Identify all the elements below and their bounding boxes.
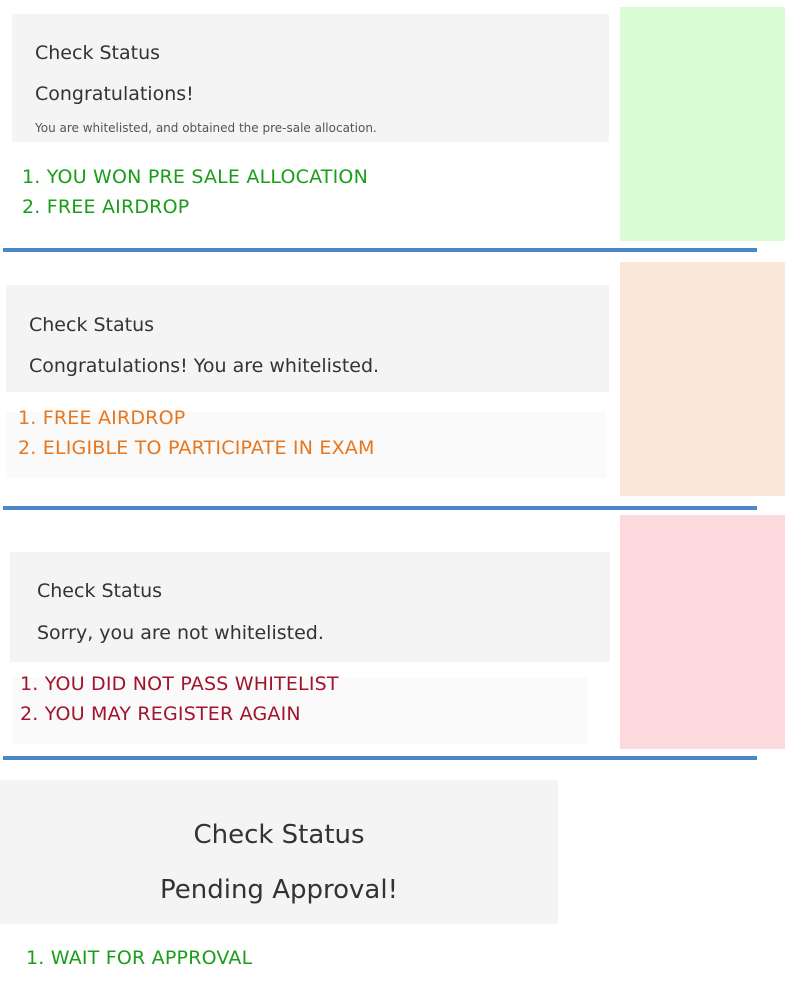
status-section-pending [0, 760, 800, 1000]
card-heading: Check Status [29, 314, 155, 336]
note-line: 1. YOU DID NOT PASS WHITELIST [20, 673, 339, 695]
status-card [0, 780, 558, 924]
note-line: 2. YOU MAY REGISTER AGAIN [20, 703, 301, 725]
card-heading: Check Status [37, 580, 163, 602]
card-heading: Check Status [193, 820, 365, 850]
status-section-presale [0, 0, 800, 250]
status-section-whitelisted [0, 252, 800, 508]
note-line: 2. FREE AIRDROP [22, 196, 190, 218]
status-card [6, 285, 609, 392]
status-color-swatch [620, 515, 785, 749]
status-card [12, 14, 609, 142]
note-line: 1. WAIT FOR APPROVAL [26, 947, 253, 969]
status-color-swatch [620, 262, 785, 496]
card-heading: Check Status [35, 42, 161, 64]
status-message: Pending Approval! [160, 875, 398, 905]
status-message: Congratulations! [35, 83, 194, 105]
note-line: 2. ELIGIBLE TO PARTICIPATE IN EXAM [18, 437, 375, 459]
note-line: 1. YOU WON PRE SALE ALLOCATION [22, 166, 368, 188]
status-section-not-whitelisted [0, 510, 800, 760]
status-card [10, 552, 610, 662]
status-message: Sorry, you are not whitelisted. [37, 622, 324, 644]
status-detail: You are whitelisted, and obtained the pre-sale allocation. [35, 121, 377, 135]
status-message: Congratulations! You are whitelisted. [29, 355, 380, 377]
status-color-swatch [620, 7, 785, 241]
note-line: 1. FREE AIRDROP [18, 407, 186, 429]
